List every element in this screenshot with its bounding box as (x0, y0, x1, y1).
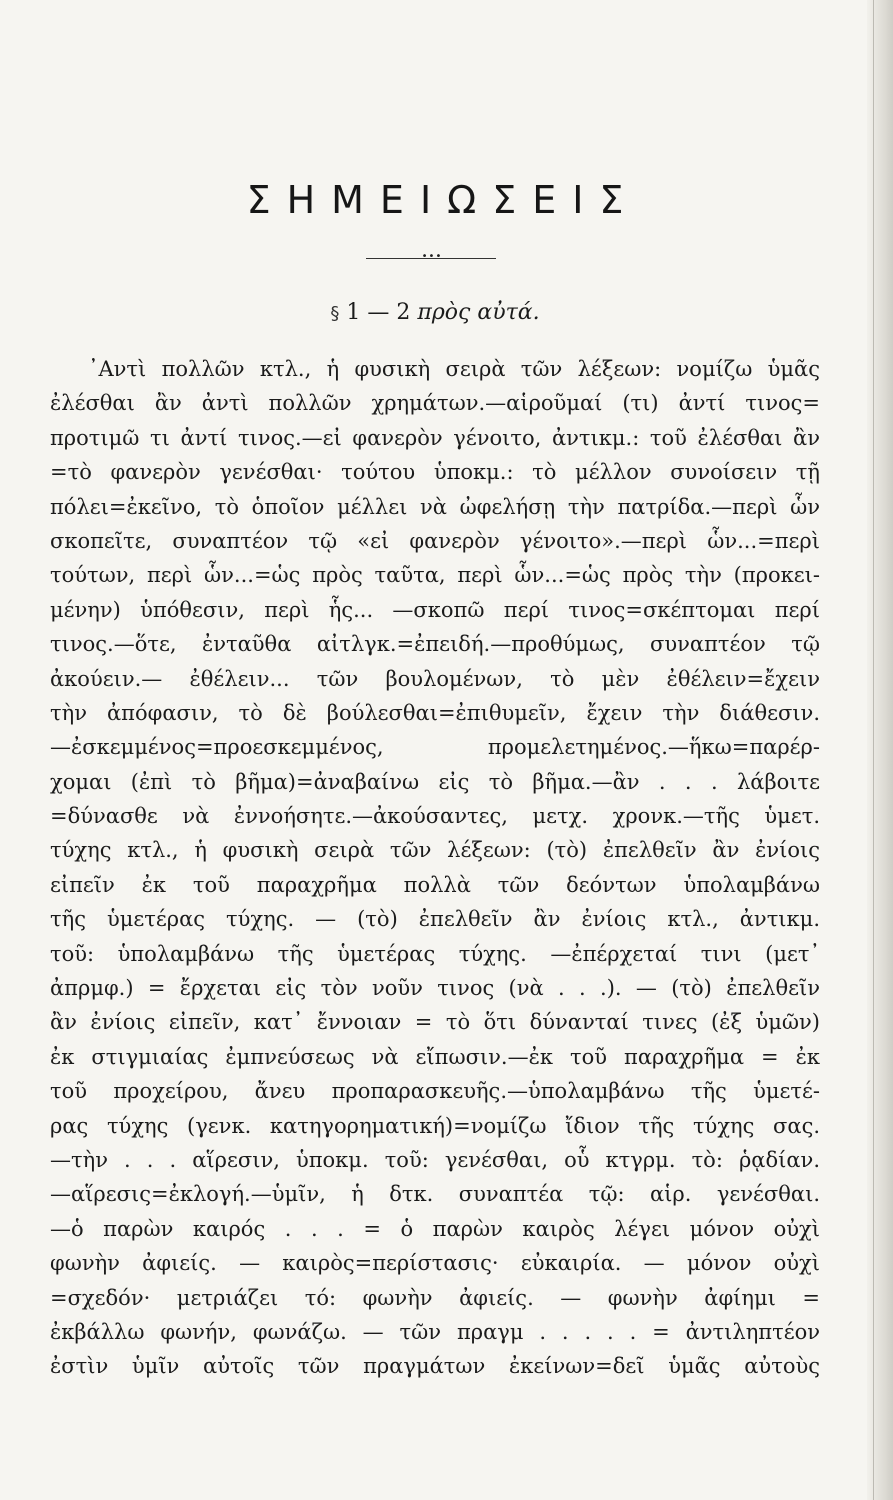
text-line: —τὴν . . . αἵρεσιν, ὑποκμ. τοῦ: γενέσθαι, οὗ κτγρμ. τὸ: ῥᾳδίαν. (50, 1147, 820, 1172)
text-line: =τὸ φανερὸν γενέσθαι· τούτου ὑποκμ.: τὸ μέλλον συνοίσειν τῇ (50, 460, 820, 485)
text-line: ρας τύχης (γενκ. κατηγορηματική)=νομίζω ἴδιον τῆς τύχης σας. (50, 1113, 820, 1138)
text-line: τύχης κτλ., ἡ φυσικὴ σειρὰ τῶν λέξεων: (τὸ) ἐπελθεῖν ἂν ἐνίοις (50, 838, 820, 863)
text-line: —αἵρεσις=ἐκλογή.—ὑμῖν, ἡ δτκ. συναπτέα τῷ: αἱρ. γενέσθαι. (50, 1182, 820, 1207)
text-line: τούτων, περὶ ὧν...=ὡς πρὸς ταῦτα, περὶ ὧν...=ὡς πρὸς τὴν (προκει- (50, 563, 820, 588)
text-line: —ὁ παρὼν καιρός . . . = ὁ παρὼν καιρὸς λέγει μόνον οὐχὶ (50, 1216, 820, 1241)
section-number: 1 — 2 (346, 300, 411, 325)
section-symbol: § (330, 303, 340, 324)
text-line: τινος.—ὅτε, ἐνταῦθα αἰτλγκ.=ἐπειδή.—προθύμως, συναπτέον τῷ (50, 632, 820, 657)
text-line: ἐκ στιγμιαίας ἐμπνεύσεως νὰ εἴπωσιν.—ἐκ τοῦ παραχρῆμα = ἐκ (50, 1044, 820, 1069)
text-line: εἰπεῖν ἐκ τοῦ παραχρῆμα πολλὰ τῶν δεόντων ὑπολαμβάνω (50, 872, 820, 897)
text-line: φωνὴν ἀφιείς. — καιρὸς=περίστασις· εὐκαιρία. — μόνον οὐχὶ (50, 1251, 820, 1276)
text-line: ἂν ἐνίοις εἰπεῖν, κατ᾽ ἔννοιαν = τὸ ὅτι δύνανταί τινες (ἐξ ὑμῶν) (50, 1010, 820, 1035)
text-line: τοῦ προχείρου, ἄνευ προπαρασκευῆς.—ὑπολαμβάνω τῆς ὑμετέ- (50, 1079, 820, 1104)
text-line: πόλει=ἐκεῖνο, τὸ ὁποῖον μέλλει νὰ ὠφελήσῃ τὴν πατρίδα.—περὶ ὧν (50, 494, 820, 519)
text-line: ἐλέσθαι ἂν ἀντὶ πολλῶν χρημάτων.—αἱροῦμαί (τι) ἀντί τινος= (50, 391, 820, 416)
text-line: τῆς ὑμετέρας τύχης. — (τὸ) ἐπελθεῖν ἂν ἐνίοις κτλ., ἀντικμ. (50, 907, 820, 932)
divider-ornament: ••• (421, 251, 443, 262)
section-heading (50, 298, 820, 329)
text-line: ἀκούειν.— ἐθέλειν... τῶν βουλομένων, τὸ μὲν ἐθέλειν=ἔχειν (50, 666, 820, 691)
text-line: χομαι (ἐπὶ τὸ βῆμα)=ἀναβαίνω εἰς τὸ βῆμα.—ἂν . . . λάβοιτε (50, 769, 820, 794)
text-line: —ἐσκεμμένος=προεσκεμμένος, προμελετημένος.—ἥκω=παρέρ- (50, 735, 820, 760)
page-content (50, 0, 820, 1500)
text-line: =σχεδόν· μετριάζει τό: φωνὴν ἀφιείς. — φωνὴν ἀφίημι = (50, 1285, 820, 1310)
page-edge (867, 0, 893, 1500)
text-line: ἀπρμφ.) = ἔρχεται εἰς τὸν νοῦν τινος (νὰ . . .). — (τὸ) ἐπελθεῖν (50, 976, 820, 1001)
text-line: ἐκβάλλω φωνήν, φωνάζω. — τῶν πραγμ . . . . . = ἀντιληπτέον (50, 1319, 820, 1344)
text-line: ᾽Αντὶ πολλῶν κτλ., ἡ φυσικὴ σειρὰ τῶν λέξεων: νομίζω ὑμᾶς (88, 357, 820, 381)
text-line: σκοπεῖτε, συναπτέον τῷ «εἰ φανερὸν γένοιτο».—περὶ ὧν...=περὶ (50, 528, 820, 553)
notes-body (50, 352, 820, 1384)
text-line: μένην) ὑπόθεσιν, περὶ ἧς... —σκοπῶ περί τινος=σκέπτομαι περί (50, 597, 820, 622)
text-line: τοῦ: ὑπολαμβάνω τῆς ὑμετέρας τύχης. —ἐπέρχεταί τινι (μετ᾽ (50, 941, 820, 966)
section-phrase: πρὸς αὐτά. (417, 300, 540, 325)
text-line: τὴν ἀπόφασιν, τὸ δὲ βούλεσθαι=ἐπιθυμεῖν, ἔχειν τὴν διάθεσιν. (50, 700, 820, 725)
text-line: προτιμῶ τι ἀντί τινος.—εἰ φανερὸν γένοιτο, ἀντικμ.: τοῦ ἐλέσθαι ἂν (50, 425, 820, 450)
text-line: ἐστὶν ὑμῖν αὐτοῖς τῶν πραγμάτων ἐκείνων=δεῖ ὑμᾶς αὐτοὺς (50, 1354, 820, 1379)
text-line: =δύνασθε νὰ ἐννοήσητε.—ἀκούσαντες, μετχ. χρονκ.—τῆς ὑμετ. (50, 804, 820, 829)
page-title: ΣΗΜΕΙΩΣΕΙΣ (246, 178, 640, 222)
